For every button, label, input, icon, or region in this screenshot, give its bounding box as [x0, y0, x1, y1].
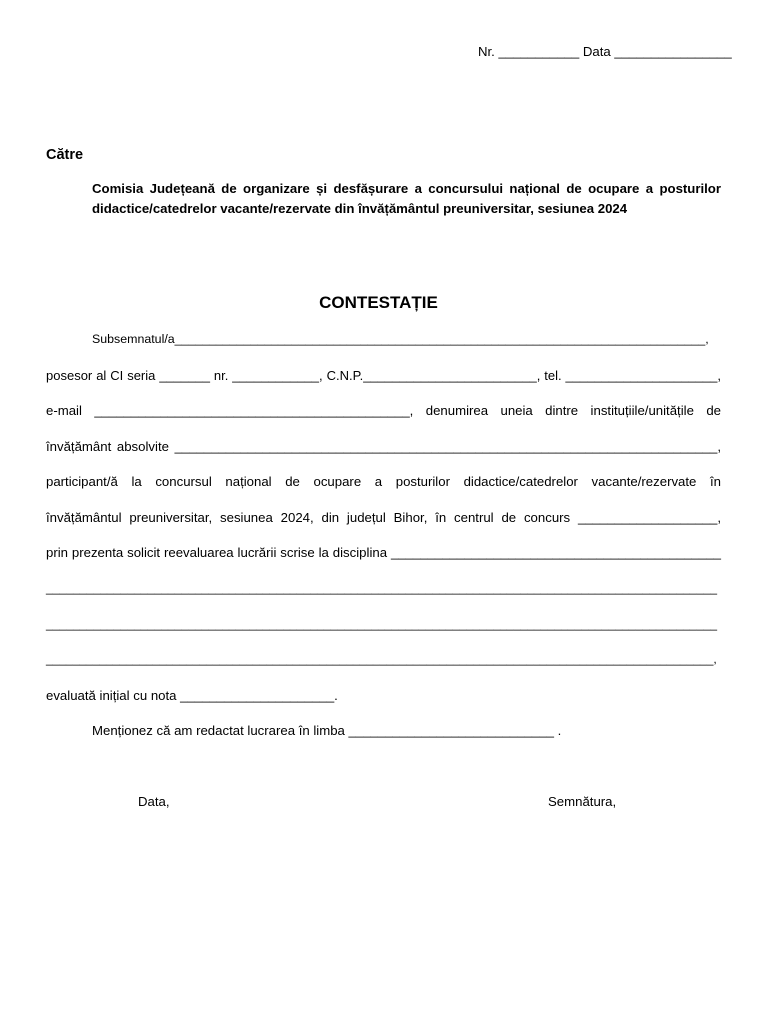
body-line-3: e-mail ___________________________________________, denumirea uneia dintre instituțiile/unitățile de	[46, 403, 721, 418]
body-line-12: Menționez că am redactat lucrarea în limba ____________________________ .	[92, 723, 562, 738]
recipient-line-2: didactice/catedrelor vacante/rezervate din învățământul preuniversitar, sesiunea 2024	[92, 201, 628, 216]
signature-label: Semnătura,	[548, 794, 617, 809]
recipient-label: Către	[46, 147, 84, 163]
body-line-4: învățământ absolvite __________________________________________________________________________,	[46, 439, 721, 454]
document-title: CONTESTAȚIE	[319, 293, 438, 312]
body-line-5: participant/ă la concursul național de ocupare a posturilor didactice/catedrelor vacante/rezervate în	[46, 474, 721, 489]
body-line-8: ___________________________________________________________________________________________________	[46, 581, 718, 595]
body-line-2: posesor al CI seria _______ nr. ____________, C.N.P.________________________, tel. _____________________,	[46, 368, 721, 383]
body-line-7: prin prezenta solicit reevaluarea lucrării scrise la disciplina _____________________________________________	[46, 545, 721, 560]
body-line-1: Subsemnatul/a_____________________________________________________________________________,	[92, 332, 709, 346]
nr-data-line: Nr. ___________ Data ________________	[478, 44, 732, 59]
date-label: Data,	[138, 794, 170, 809]
body-line-6: învățământul preuniversitar, sesiunea 2024, din județul Bihor, în centrul de concurs ___________________,	[46, 510, 721, 525]
body-line-9: ___________________________________________________________________________________________________	[46, 617, 718, 631]
body-line-11: evaluată inițial cu nota _____________________.	[46, 688, 338, 703]
recipient-block	[92, 179, 721, 219]
body-line-10: ____________________________________________________________________________________________________,	[46, 652, 717, 666]
recipient-line-1: Comisia Județeană de organizare și desfășurare a concursului național de ocupare a posturilor	[92, 181, 721, 196]
